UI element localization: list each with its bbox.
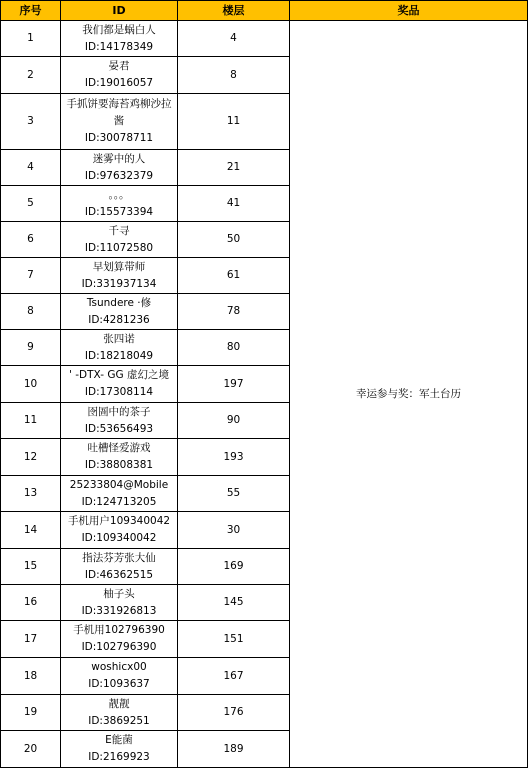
user-id: ID:102796390	[81, 641, 157, 653]
row-user	[61, 403, 178, 439]
user-name: 囹圄中的茶子	[87, 405, 151, 418]
user-name: 晏君	[108, 60, 130, 72]
row-index: 15	[1, 549, 61, 585]
row-index: 20	[1, 731, 61, 768]
header-index: 序号	[1, 1, 61, 21]
user-name: 手机用户109340042	[67, 515, 171, 527]
row-user	[61, 476, 178, 512]
row-user	[61, 695, 178, 731]
user-id: ID:124713205	[81, 495, 157, 508]
user-id: ID:109340042	[81, 532, 157, 544]
row-floor: 189	[178, 731, 290, 768]
row-user	[61, 258, 178, 294]
row-index: 5	[1, 186, 61, 222]
row-user	[61, 150, 178, 186]
user-id: ID:97632379	[84, 169, 154, 182]
row-floor: 61	[178, 258, 290, 294]
row-index: 8	[1, 294, 61, 330]
row-index: 9	[1, 330, 61, 366]
row-floor: 145	[178, 585, 290, 621]
row-user	[61, 222, 178, 258]
user-id: ID:38808381	[84, 459, 154, 471]
user-name: 早划算带师	[92, 260, 146, 273]
user-name: Tsundere ·修	[86, 296, 152, 309]
row-user	[61, 57, 178, 94]
row-index: 13	[1, 476, 61, 512]
header-row	[1, 1, 528, 21]
row-floor: 30	[178, 512, 290, 549]
row-index: 6	[1, 222, 61, 258]
row-floor: 8	[178, 57, 290, 94]
row-floor: 50	[178, 222, 290, 258]
user-id: ID:30078711	[84, 132, 154, 144]
row-user	[61, 94, 178, 150]
user-name: 吐槽怪爱游戏	[87, 442, 151, 454]
row-user	[61, 330, 178, 366]
user-name: 手机用102796390	[73, 624, 165, 636]
user-name: ' -DTX- GG 虚幻之境	[69, 369, 169, 381]
row-floor: 11	[178, 94, 290, 150]
row-floor: 80	[178, 330, 290, 366]
row-user	[61, 658, 178, 695]
user-id: ID:2169923	[88, 751, 150, 763]
header-prize: 奖品	[290, 1, 528, 21]
row-floor: 41	[178, 186, 290, 222]
user-name: 指法芬芳张大仙	[82, 551, 156, 564]
header-id: ID	[61, 1, 178, 21]
user-id: ID:18218049	[84, 349, 154, 362]
row-index: 10	[1, 366, 61, 403]
row-index: 7	[1, 258, 61, 294]
row-floor: 90	[178, 403, 290, 439]
row-index: 2	[1, 57, 61, 94]
row-user	[61, 621, 178, 658]
row-floor: 193	[178, 439, 290, 476]
user-name: 张四诺	[103, 332, 135, 345]
user-name: 柚子头	[103, 587, 135, 600]
row-user	[61, 186, 178, 222]
user-id: ID:53656493	[84, 422, 154, 435]
row-user	[61, 21, 178, 57]
user-name: 25233804@Mobile	[69, 478, 169, 491]
row-index: 4	[1, 150, 61, 186]
user-name: 靓靓	[108, 697, 130, 710]
header-floor: 楼层	[178, 1, 290, 21]
user-id: ID:331937134	[81, 277, 157, 290]
row-user	[61, 512, 178, 549]
user-name: 。。。	[108, 188, 130, 201]
row-floor: 21	[178, 150, 290, 186]
row-user	[61, 294, 178, 330]
table-row	[1, 21, 528, 57]
user-name: E能菌	[105, 734, 133, 746]
user-id: ID:17308114	[84, 386, 154, 398]
user-id: ID:1093637	[88, 678, 150, 690]
row-floor: 151	[178, 621, 290, 658]
row-user	[61, 439, 178, 476]
user-id: ID:14178349	[84, 40, 154, 53]
row-user	[61, 549, 178, 585]
row-index: 12	[1, 439, 61, 476]
row-floor: 78	[178, 294, 290, 330]
row-user	[61, 366, 178, 403]
row-index: 11	[1, 403, 61, 439]
row-index: 18	[1, 658, 61, 695]
row-user	[61, 585, 178, 621]
prize-cell: 幸运参与奖：军土台历	[290, 21, 528, 768]
row-floor: 197	[178, 366, 290, 403]
user-name: 我们都是蜗白人	[82, 23, 156, 36]
user-name: 手抓饼要海苔鸡柳沙拉酱	[66, 98, 172, 127]
row-floor: 4	[178, 21, 290, 57]
table-body	[1, 21, 528, 768]
row-floor: 169	[178, 549, 290, 585]
row-index: 19	[1, 695, 61, 731]
user-name: woshicx00	[91, 661, 147, 673]
user-id: ID:19016057	[84, 77, 154, 89]
user-id: ID:331926813	[81, 604, 157, 617]
user-id: ID:46362515	[84, 568, 154, 581]
row-index: 14	[1, 512, 61, 549]
row-index: 16	[1, 585, 61, 621]
user-name: 千寻	[108, 224, 130, 237]
row-index: 17	[1, 621, 61, 658]
row-index: 1	[1, 21, 61, 57]
row-floor: 176	[178, 695, 290, 731]
row-floor: 167	[178, 658, 290, 695]
user-name: 迷雾中的人	[92, 152, 146, 165]
user-id: ID:3869251	[88, 714, 150, 727]
user-id: ID:15573394	[84, 205, 154, 218]
row-index: 3	[1, 94, 61, 150]
row-user	[61, 731, 178, 768]
user-id: ID:11072580	[84, 241, 154, 254]
user-id: ID:4281236	[88, 313, 150, 326]
row-floor: 55	[178, 476, 290, 512]
